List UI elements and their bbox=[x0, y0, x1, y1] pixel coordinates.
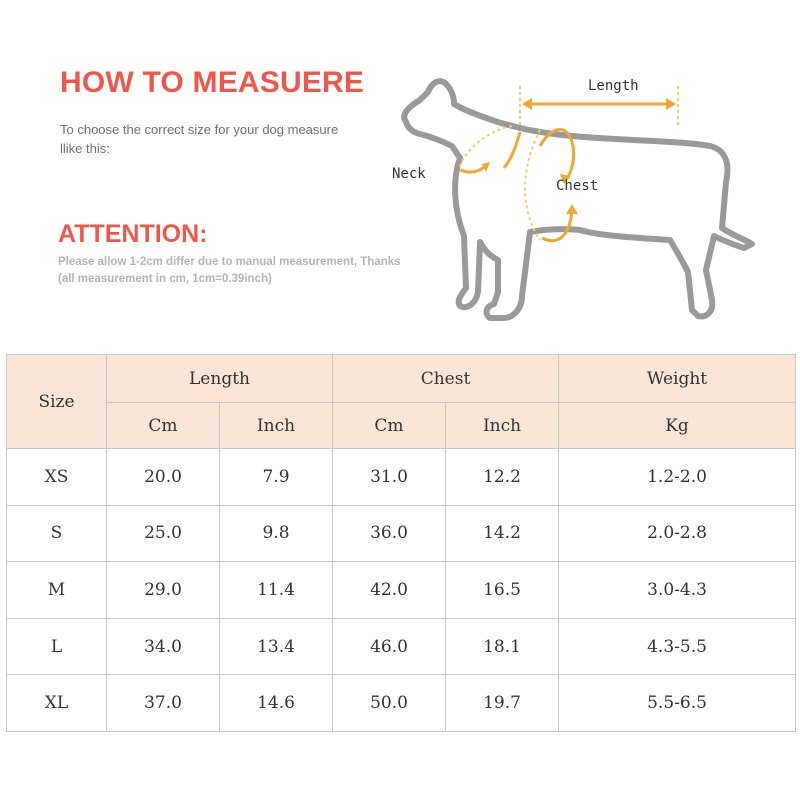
chest-inch-header: Inch bbox=[446, 403, 559, 449]
chest-cm-cell: 36.0 bbox=[333, 505, 446, 562]
size-column-header: Size bbox=[7, 355, 107, 449]
weight-kg-cell: 5.5-6.5 bbox=[559, 675, 796, 732]
length-cm-cell: 20.0 bbox=[107, 449, 220, 506]
length-arrowhead-left bbox=[522, 98, 532, 110]
weight-kg-cell: 2.0-2.8 bbox=[559, 505, 796, 562]
chest-inch-cell: 19.7 bbox=[446, 675, 559, 732]
chest-arrowhead-lower bbox=[566, 204, 578, 214]
chest-inch-cell: 12.2 bbox=[446, 449, 559, 506]
length-arrowhead-right bbox=[666, 98, 676, 110]
length-cm-cell: 34.0 bbox=[107, 618, 220, 675]
chest-cm-cell: 46.0 bbox=[333, 618, 446, 675]
size-chart-table bbox=[6, 354, 796, 732]
chest-cm-header: Cm bbox=[333, 403, 446, 449]
length-cm-cell: 37.0 bbox=[107, 675, 220, 732]
length-label: Length bbox=[588, 78, 639, 94]
table-row bbox=[7, 505, 796, 562]
length-cm-cell: 29.0 bbox=[107, 562, 220, 619]
length-inch-cell: 13.4 bbox=[220, 618, 333, 675]
table-row bbox=[7, 675, 796, 732]
size-cell: S bbox=[7, 505, 107, 562]
measurement-note: Please allow 1-2cm differ due to manual measurement, Thanks (all measurement in cm, 1cm=0.39inch) bbox=[58, 256, 401, 285]
dog-measurement-diagram bbox=[380, 60, 770, 350]
instructions-text: To choose the correct size for your dog measure llike this: bbox=[60, 122, 339, 156]
size-cell: XL bbox=[7, 675, 107, 732]
table-row bbox=[7, 618, 796, 675]
weight-kg-header: Kg bbox=[559, 403, 796, 449]
neck-label: Neck bbox=[392, 166, 426, 182]
chest-inch-cell: 16.5 bbox=[446, 562, 559, 619]
length-inch-cell: 11.4 bbox=[220, 562, 333, 619]
chest-label: Chest bbox=[556, 178, 599, 194]
weight-kg-cell: 4.3-5.5 bbox=[559, 618, 796, 675]
length-inch-cell: 9.8 bbox=[220, 505, 333, 562]
page-title: HOW TO MEASUERE bbox=[60, 66, 365, 99]
chest-arrow-lower bbox=[542, 210, 572, 241]
chest-group-header: Chest bbox=[333, 355, 559, 403]
weight-kg-cell: 1.2-2.0 bbox=[559, 449, 796, 506]
weight-kg-cell: 3.0-4.3 bbox=[559, 562, 796, 619]
length-cm-header: Cm bbox=[107, 403, 220, 449]
size-cell: XS bbox=[7, 449, 107, 506]
size-cell: L bbox=[7, 618, 107, 675]
chest-inch-cell: 14.2 bbox=[446, 505, 559, 562]
table-row bbox=[7, 449, 796, 506]
size-cell: M bbox=[7, 562, 107, 619]
chest-inch-cell: 18.1 bbox=[446, 618, 559, 675]
chest-dashed-loop bbox=[525, 130, 540, 240]
chest-cm-cell: 42.0 bbox=[333, 562, 446, 619]
neck-arrow bbox=[504, 132, 520, 168]
chest-cm-cell: 31.0 bbox=[333, 449, 446, 506]
length-cm-cell: 25.0 bbox=[107, 505, 220, 562]
attention-heading: ATTENTION: bbox=[58, 220, 208, 248]
table-row bbox=[7, 562, 796, 619]
length-inch-cell: 7.9 bbox=[220, 449, 333, 506]
chest-cm-cell: 50.0 bbox=[333, 675, 446, 732]
length-group-header: Length bbox=[107, 355, 333, 403]
weight-group-header: Weight bbox=[559, 355, 796, 403]
length-inch-header: Inch bbox=[220, 403, 333, 449]
length-inch-cell: 14.6 bbox=[220, 675, 333, 732]
dog-outline bbox=[404, 81, 752, 318]
